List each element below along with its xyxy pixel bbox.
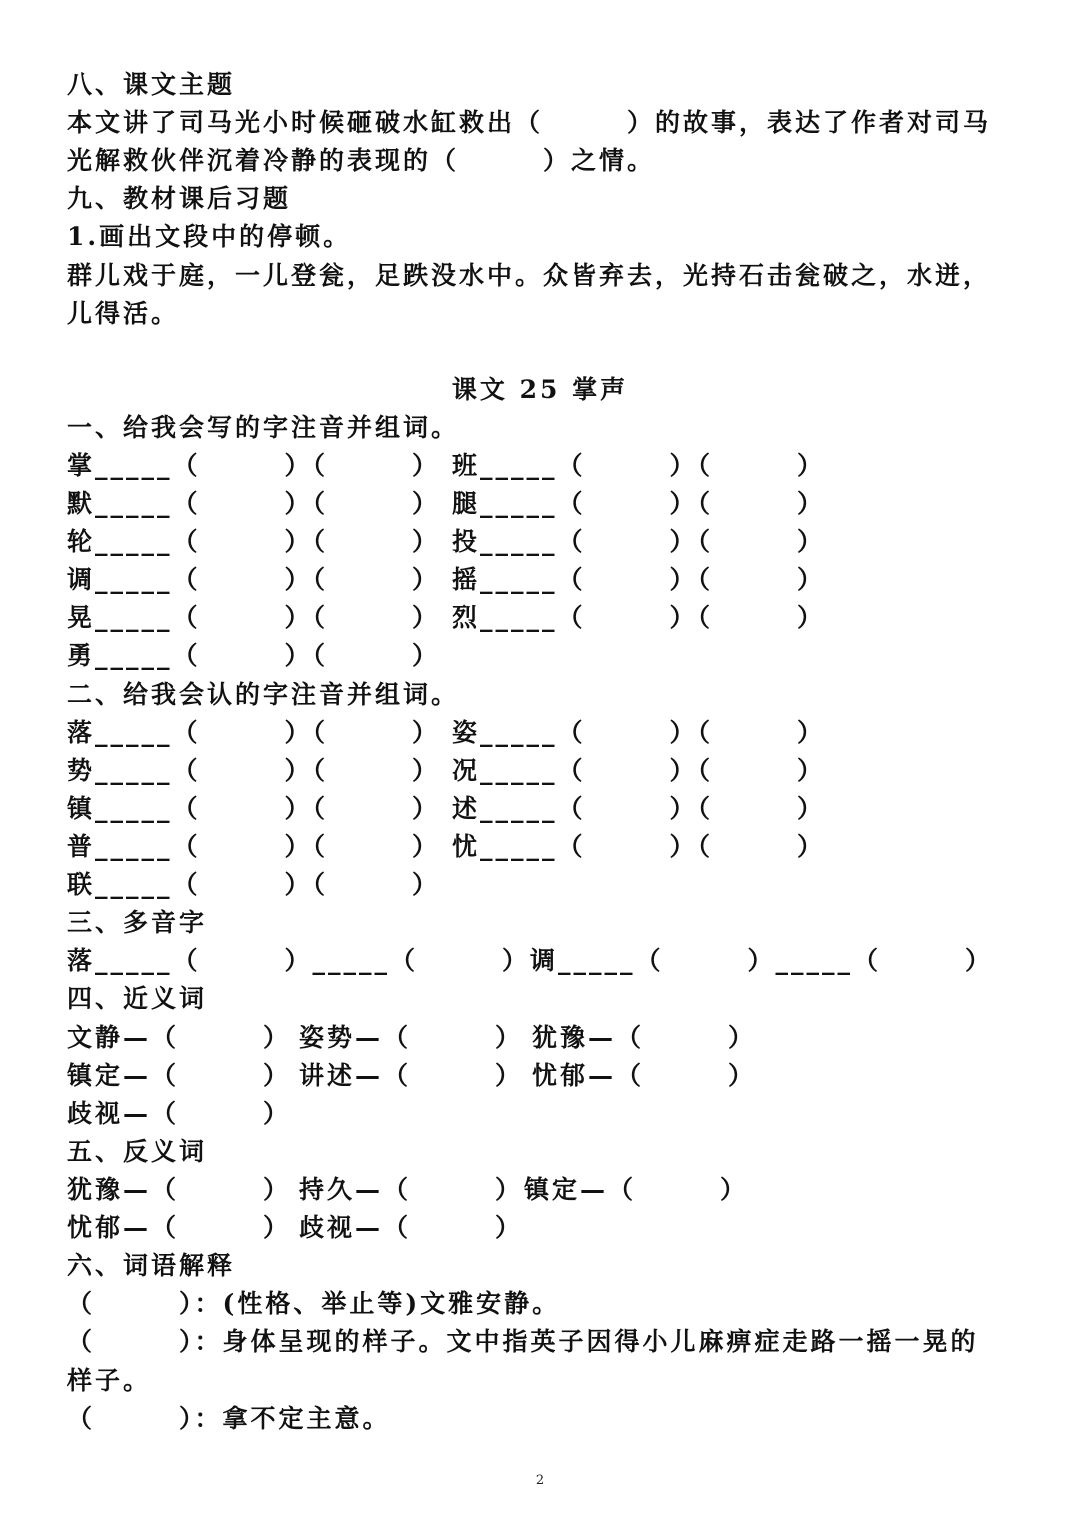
part1-row xyxy=(67,637,1067,675)
part1-row xyxy=(67,447,1067,485)
part1-row xyxy=(67,561,1067,599)
part2-row-left: 势_____（ ）（ ） xyxy=(67,756,441,785)
part1-row-left: 默_____（ ）（ ） xyxy=(67,489,441,518)
part2-row-right: 述_____（ ）（ ） xyxy=(452,794,826,823)
part4-heading: 四、近义词 xyxy=(67,984,208,1013)
synonym-item: 忧郁—（ ） xyxy=(532,1061,757,1090)
definition-2: （ ）：身体呈现的样子。文中指英子因得小儿麻痹症走路一摇一晃的 xyxy=(67,1327,979,1356)
section8-line2: 光解救伙伴沉着冷静的表现的（ ）之情。 xyxy=(67,146,656,175)
part1-row-left: 勇_____（ ）（ ） xyxy=(67,641,441,670)
section8-line1: 本文讲了司马光小时候砸破水缸救出（ ）的故事，表达了作者对司马 xyxy=(67,108,992,137)
synonym-item: 讲述—（ ） xyxy=(299,1061,524,1090)
part1-row-left: 晃_____（ ）（ ） xyxy=(67,603,441,632)
part4-row xyxy=(67,1019,967,1057)
part1-row xyxy=(67,523,1067,561)
part5-heading: 五、反义词 xyxy=(67,1137,208,1166)
part2-row-left: 普_____（ ）（ ） xyxy=(67,832,441,861)
synonym-item: 姿势—（ ） xyxy=(299,1023,524,1052)
part5-row xyxy=(67,1171,967,1209)
part2-heading: 二、给我会认的字注音并组词。 xyxy=(67,680,460,709)
part2-row-right: 姿_____（ ）（ ） xyxy=(452,718,826,747)
part1-row-left: 轮_____（ ）（ ） xyxy=(67,527,441,556)
part2-row-left: 镇_____（ ）（ ） xyxy=(67,794,441,823)
antonym-item: 忧郁—（ ） xyxy=(67,1213,292,1242)
definition-2-cont: 样子。 xyxy=(67,1366,152,1395)
part2-row xyxy=(67,790,1067,828)
part1-row-right: 投_____（ ）（ ） xyxy=(452,527,826,556)
part1-row-left: 调_____（ ）（ ） xyxy=(67,565,441,594)
part1-row-right: 烈_____（ ）（ ） xyxy=(452,603,826,632)
part3-heading: 三、多音字 xyxy=(67,908,208,937)
section9-passage2: 儿得活。 xyxy=(67,299,180,328)
synonym-item: 镇定—（ ） xyxy=(67,1061,292,1090)
antonym-item: 持久—（ ） xyxy=(299,1175,524,1204)
part2-row xyxy=(67,866,1067,904)
section8-heading: 八、课文主题 xyxy=(67,70,236,99)
section9-q1: 1.画出文段中的停顿。 xyxy=(67,222,352,251)
part4-row xyxy=(67,1057,967,1095)
part6-heading: 六、词语解释 xyxy=(67,1251,236,1280)
part5-row xyxy=(67,1209,967,1247)
part2-row xyxy=(67,828,1067,866)
part2-row-right: 忧_____（ ）（ ） xyxy=(452,832,826,861)
definition-3: （ ）：拿不定主意。 xyxy=(67,1404,391,1433)
synonym-item: 犹豫—（ ） xyxy=(532,1023,757,1052)
antonym-item: 镇定—（ ） xyxy=(524,1175,749,1204)
section9-heading: 九、教材课后习题 xyxy=(67,184,292,213)
antonym-item: 歧视—（ ） xyxy=(299,1213,524,1242)
lesson-title: 课文 25 掌声 xyxy=(451,375,629,404)
part2-row-left: 联_____（ ）（ ） xyxy=(67,870,441,899)
synonym-item: 歧视—（ ） xyxy=(67,1099,292,1128)
synonym-item: 文静—（ ） xyxy=(67,1023,292,1052)
part2-row-right: 况_____（ ）（ ） xyxy=(452,756,826,785)
page-number: 2 xyxy=(535,1473,545,1488)
part1-row xyxy=(67,485,1067,523)
part2-row-left: 落_____（ ）（ ） xyxy=(67,718,441,747)
definition-1: （ ）：(性格、举止等)文雅安静。 xyxy=(67,1289,561,1318)
part1-row-right: 摇_____（ ）（ ） xyxy=(452,565,826,594)
part3-line: 落_____（ ）_____（ ）调_____（ ）_____（ ） xyxy=(67,946,994,975)
part4-row xyxy=(67,1095,967,1133)
part1-row-right: 腿_____（ ）（ ） xyxy=(452,489,826,518)
part2-row xyxy=(67,714,1067,752)
part1-row-right: 班_____（ ）（ ） xyxy=(452,451,826,480)
part2-row xyxy=(67,752,1067,790)
section9-passage1: 群儿戏于庭，一儿登瓮，足跌没水中。众皆弃去，光持石击瓮破之，水迸， xyxy=(67,261,992,290)
antonym-item: 犹豫—（ ） xyxy=(67,1175,292,1204)
part1-row-left: 掌_____（ ）（ ） xyxy=(67,451,441,480)
part1-row xyxy=(67,599,1067,637)
part1-heading: 一、给我会写的字注音并组词。 xyxy=(67,413,460,442)
